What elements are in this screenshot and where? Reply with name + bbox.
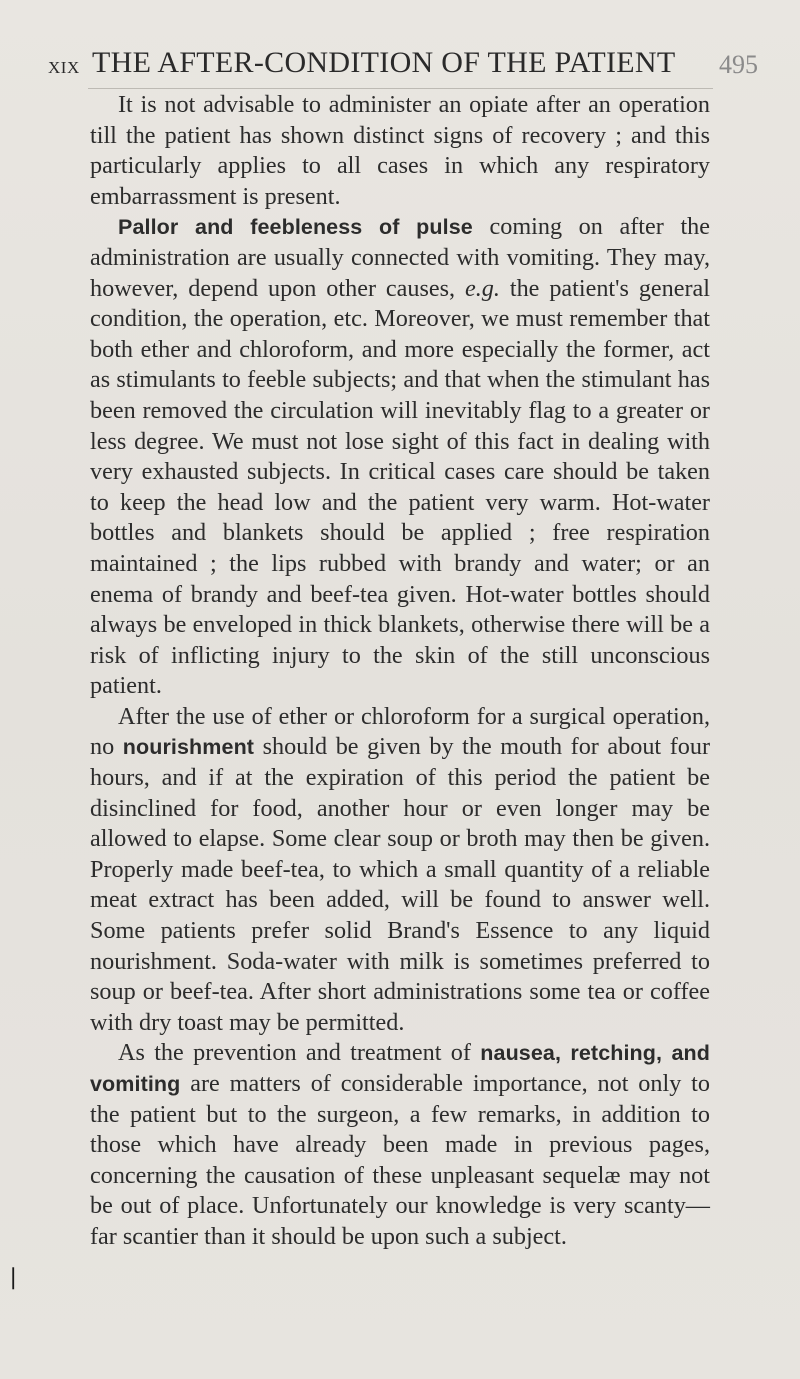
paragraph-text: It is not advisable to administer an opiate after an operation till the patient has shown distinct signs of recovery ; and this particularly applies to all cases in which any respiratory embarrassment is present.	[90, 91, 710, 210]
chapter-number: XIX	[48, 58, 80, 77]
paragraph-pallor	[90, 212, 710, 702]
page-number: 495	[719, 50, 758, 79]
paragraph-text: the patient's general condition, the operation, etc. Moreover, we must remember that both ether and chloroform, and more especially the former, act as stimulants to feeble subjects; and that when the stimulant has been removed the circulation will inevitably flag to a greater or less degree. We must not lose sight of this fact in dealing with very exhausted subjects. In critical cases care should be taken to keep the head low and the patient very warm. Hot-water bottles and blankets should be applied ; free respiration maintained ; the lips rubbed with brandy and water; or an enema of brandy and beef-tea given. Hot-water bottles should always be enveloped in thick blankets, otherwise there will be a risk of inflicting injury to the skin of the still unconscious patient.	[90, 274, 710, 700]
paragraph-text: are matters of considerable importance, not only to the patient but to the surgeon, a few remarks, in addition to those which have already been made in previous pages, concerning the causation of these unpleasant sequelæ may not be out of place. Unfortunately our knowledge is very scanty—far scantier than it should be upon such a subject.	[90, 1070, 710, 1250]
paragraph-nourishment	[90, 702, 710, 1039]
paragraph-text: As the prevention and treatment of	[118, 1039, 481, 1067]
paragraph-text: coming on after the administration are usually connected with vomiting. They may, however, depend upon other causes,	[90, 213, 711, 302]
heading-nourishment: nourishment	[122, 735, 255, 760]
heading-pallor: Pallor and feebleness of pulse	[118, 215, 473, 240]
paragraph-opiate	[90, 90, 710, 212]
body-text	[90, 90, 710, 1253]
heading-nausea: nausea, retching, and vomiting	[90, 1041, 710, 1096]
running-head	[48, 46, 760, 86]
header-rule	[88, 88, 713, 89]
paragraph-nausea	[90, 1038, 710, 1252]
paragraph-text: should be given by the mouth for about four hours, and if at the expiration of this period the patient be disinclined for food, another hour or even longer may be allowed to elapse. Some clear soup or broth may then be given. Properly made beef-tea, to which a small quantity of a reliable meat extract has been added, will be found to answer well. Some patients prefer solid Brand's Essence to any liquid nourishment. Soda-water with milk is sometimes preferred to soup or beef-tea. After short administrations some tea or coffee with dry toast may be permitted.	[90, 733, 711, 1036]
margin-ink-mark: ❘	[4, 1264, 23, 1289]
abbreviation-eg: e.g.	[465, 274, 500, 302]
paragraph-text: After the use of ether or chloroform for a surgical operation, no	[90, 702, 710, 761]
running-title: THE AFTER-CONDITION OF THE PATIENT	[92, 46, 676, 79]
